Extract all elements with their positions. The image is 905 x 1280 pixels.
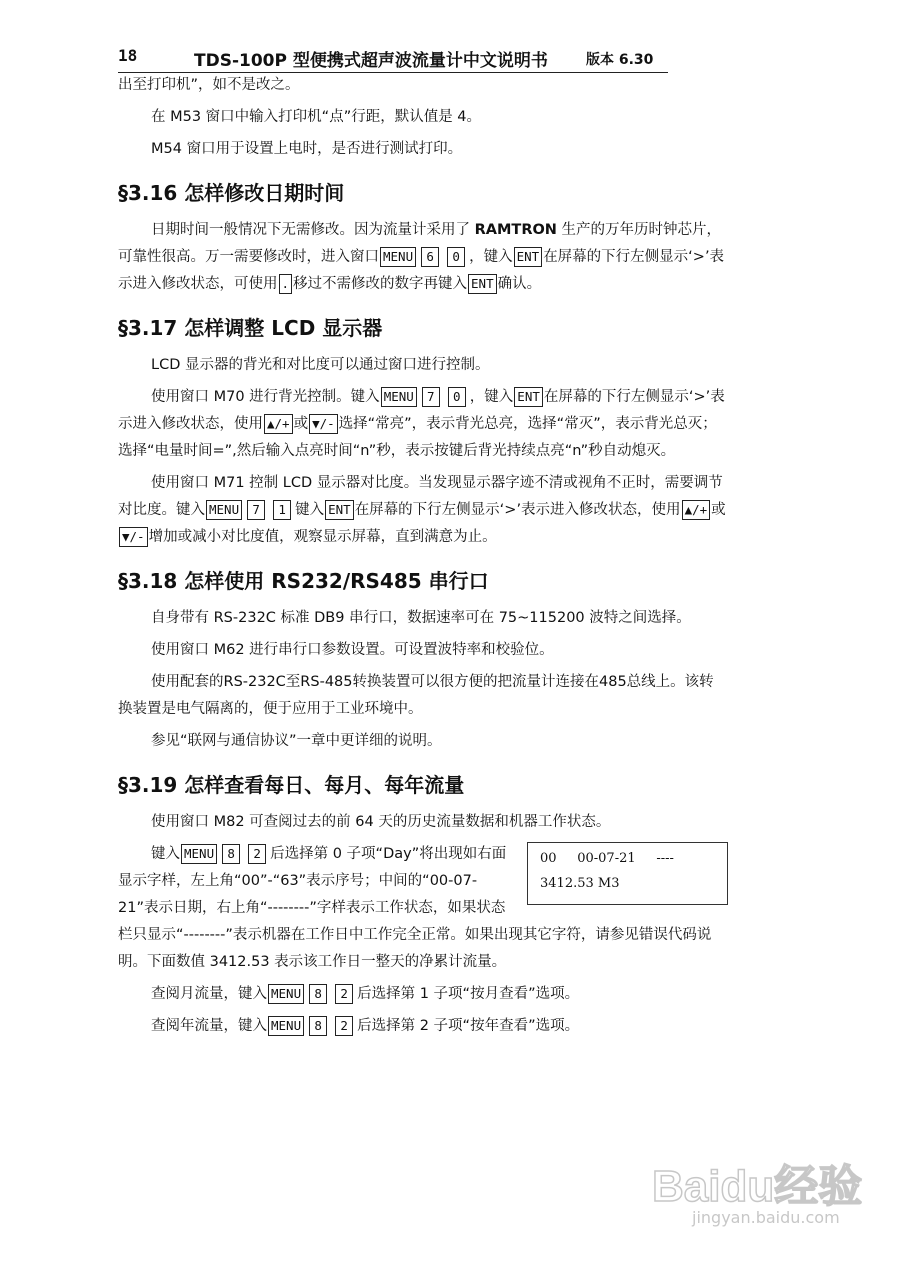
key-8: 8 [309, 1016, 327, 1036]
lcd-display-example [527, 842, 728, 905]
paragraph [118, 470, 728, 551]
paragraph: 自身带有 RS-232C 标准 DB9 串行口，数据速率可在 75~115200 波特之间选择。 [151, 610, 691, 626]
text: 在屏幕的下行左侧显示‘>’表示进入修改状态，可使用 [118, 249, 725, 292]
paragraph: 参见“联网与通信协议”一章中更详细的说明。 [151, 733, 442, 749]
paragraph [118, 217, 728, 298]
key-menu: MENU [206, 500, 242, 520]
text: 键入 [151, 846, 180, 862]
paragraph [118, 981, 728, 1008]
key-8: 8 [222, 844, 240, 864]
key-menu: MENU [381, 387, 417, 407]
key-ent: ENT [325, 500, 354, 520]
brand-name: RAMTRON [474, 222, 557, 238]
key-down-minus: ▼/- [119, 527, 148, 547]
text: 查阅年流量，键入 [151, 1018, 267, 1034]
text: 查阅月流量，键入 [151, 986, 267, 1002]
key-2: 2 [335, 1016, 353, 1036]
lcd-status: ---- [656, 851, 674, 866]
key-menu: MENU [268, 984, 304, 1004]
text: 使用窗口 M70 进行背光控制。键入 [151, 389, 380, 405]
key-up-plus: ▲/+ [264, 414, 293, 434]
paragraph: 使用配套的RS-232C至RS-485转换装置可以很方便的把流量计连接在485总线上。该转换装置是电气隔离的，便于应用于工业环境中。 [118, 674, 714, 717]
text: 或 [711, 502, 726, 518]
text: 在屏幕的下行左侧显示‘>’表示进入修改状态，使用 [354, 502, 681, 518]
paragraph: 使用窗口 M82 可查阅过去的前 64 天的历史流量数据和机器工作状态。 [151, 814, 611, 830]
watermark-url: jingyan.baidu.com [692, 1208, 840, 1227]
key-8: 8 [309, 984, 327, 1004]
key-7: 7 [247, 500, 265, 520]
key-2: 2 [335, 984, 353, 1004]
text: 日期时间一般情况下无需修改。因为流量计采用了 [151, 222, 475, 238]
paragraph [118, 384, 728, 465]
page-body [118, 72, 728, 1040]
lcd-date: 00-07-21 [577, 851, 636, 866]
key-menu: MENU [380, 247, 416, 267]
page-number: 18 [118, 46, 138, 65]
text: 或 [293, 416, 309, 432]
text: 移过不需修改的数字再键入 [293, 276, 468, 292]
key-2: 2 [248, 844, 266, 864]
key-7: 7 [422, 387, 440, 407]
text: 后选择第 1 子项“按月查看”选项。 [357, 986, 580, 1002]
section-heading-3-18: §3.18 怎样使用 RS232/RS485 串行口 [118, 569, 489, 593]
key-1: 1 [273, 500, 291, 520]
baidu-jingyan-watermark [652, 1150, 882, 1250]
text: ，键入 [469, 389, 514, 405]
paragraph: 使用窗口 M62 进行串行口参数设置。可设置波特率和校验位。 [151, 642, 554, 658]
section-heading-3-17: §3.17 怎样调整 LCD 显示器 [118, 316, 383, 340]
text: 键入 [295, 502, 325, 518]
document-title: TDS-100P 型便携式超声波流量计中文说明书 [194, 51, 548, 71]
key-ent: ENT [514, 247, 543, 267]
key-menu: MENU [268, 1016, 304, 1036]
text: 生产的万年历时钟芯片，可靠性很高。万一需要修改时，进入窗口 [118, 222, 722, 265]
text: 后选择第 2 子项“按年查看”选项。 [357, 1018, 580, 1034]
text: 增加或减小对比度值，观察显示屏幕，直到满意为止。 [148, 529, 497, 545]
paragraph: 在 M53 窗口中输入打印机“点”行距，默认值是 4。 [151, 109, 482, 125]
paragraph: 出至打印机”，如不是改之。 [118, 77, 300, 93]
section-heading-3-16: §3.16 怎样修改日期时间 [118, 181, 345, 205]
key-0: 0 [447, 247, 465, 267]
key-down-minus: ▼/- [309, 414, 338, 434]
key-0: 0 [448, 387, 466, 407]
paragraph: LCD 显示器的背光和对比度可以通过窗口进行控制。 [151, 357, 490, 373]
page-header [118, 44, 668, 73]
watermark-logo: Baidu经验 [652, 1162, 863, 1211]
key-6: 6 [421, 247, 439, 267]
text: 后选择第 0 子项“Day”将出现如右面显示字样，左上角“00”-“63”表示序号；中间的“00-07-21”表示日期，右上角“--------”字样表示工作状态，如果状态栏只显示“--------”表示机器在工作日中工作完全正常。如果出现其它字符，请参见错误代码说明。下面数值 3412.53 表示该工作日一整天的净累计流量。 [118, 846, 712, 970]
text: 确认。 [497, 276, 542, 292]
text: 在屏幕的下行左侧显示‘>’表示进入修改状态，使用 [118, 389, 725, 432]
text: 选择“常亮”，表示背光总亮，选择“常灭”，表示背光总灭；选择“电量时间=”,然后输入点亮时间“n”秒，表示按键后背光持续点亮“n”秒自动熄灭。 [118, 416, 717, 459]
lcd-row-top [540, 851, 674, 866]
key-menu: MENU [181, 844, 217, 864]
key-ent: ENT [514, 387, 543, 407]
section-heading-3-19: §3.19 怎样查看每日、每月、每年流量 [118, 773, 465, 797]
key-dot: . [279, 274, 293, 294]
key-ent: ENT [468, 274, 497, 294]
text: 使用窗口 M71 控制 LCD 显示器对比度。当发现显示器字迹不清或视角不正时，需要调节对比度。键入 [118, 475, 723, 518]
paragraph: M54 窗口用于设置上电时，是否进行测试打印。 [151, 141, 463, 157]
key-up-plus: ▲/+ [682, 500, 711, 520]
lcd-sequence: 00 [540, 851, 557, 866]
version-label: 版本 6.30 [586, 52, 654, 68]
lcd-value: 3412.53 M3 [540, 876, 620, 891]
paragraph [118, 1013, 728, 1040]
text: ，键入 [469, 249, 513, 265]
